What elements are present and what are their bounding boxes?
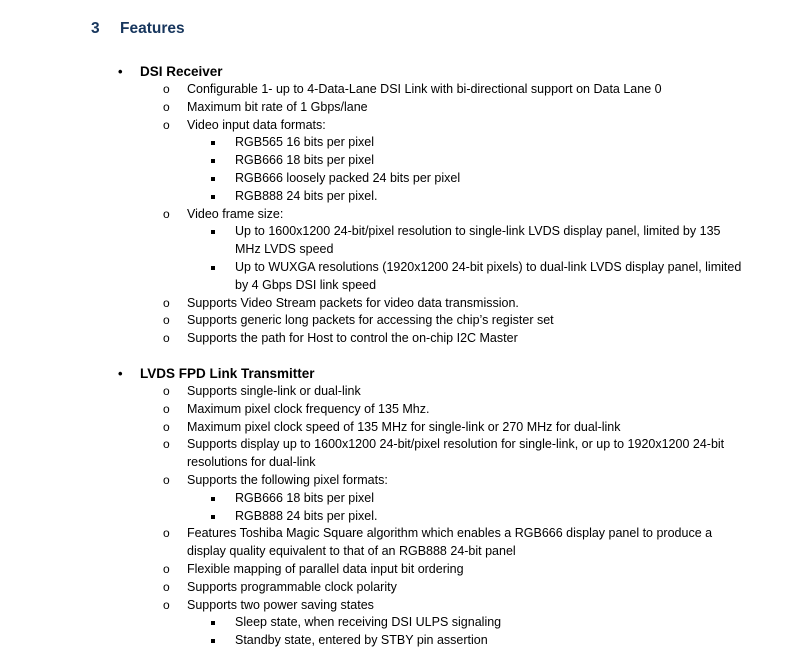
list-item [0,419,803,437]
bullet-icon: • [118,366,123,381]
circle-bullet-icon: o [163,561,170,576]
list-item [0,206,803,224]
sub-list-item [0,152,803,170]
sub-list-item [0,188,803,206]
sub-list-item-text: Up to WUXGA resolutions (1920x1200 24-bit pixels) to dual-link LVDS display panel, limited by 4 Gbps DSI link speed [235,259,742,292]
sub-list-item-text: RGB666 loosely packed 24 bits per pixel [235,170,461,185]
circle-bullet-icon: o [163,206,170,221]
section-heading [91,20,185,38]
list-item [0,472,803,490]
list-item [0,436,803,472]
feature-group-title: DSI Receiver [140,64,223,79]
list-item-text: Supports single-link or dual-link [187,384,361,398]
circle-bullet-icon: o [163,597,170,612]
circle-bullet-icon: o [163,401,170,416]
sub-list-item-text: RGB565 16 bits per pixel [235,135,374,150]
sub-list-item [0,614,803,632]
list-item [0,525,803,561]
list-item-text: Supports the path for Host to control the on-chip I2C Master [187,331,518,346]
list-item [0,561,803,579]
list-item-text: Maximum pixel clock frequency of 135 Mhz. [187,401,430,416]
circle-bullet-icon: o [163,331,170,346]
list-item-text: Supports two power saving states [187,597,374,612]
list-item-text: Flexible mapping of parallel data input bit ordering [187,561,464,576]
circle-bullet-icon: o [163,526,170,541]
list-item [0,295,803,313]
square-bullet-icon [211,195,215,199]
sub-list-item [0,170,803,188]
circle-bullet-icon: o [163,579,170,594]
list-item [0,579,803,597]
section-item-title [0,365,803,383]
circle-bullet-icon: o [163,313,170,328]
sub-list-item-text: Standby state, entered by STBY pin assertion [235,633,488,648]
sub-list-item [0,490,803,508]
section-item-title [0,63,803,81]
sub-list-item-text: RGB666 18 bits per pixel [235,490,374,505]
bullet-icon: • [118,64,123,79]
section-title: Features [120,20,185,37]
circle-bullet-icon: o [163,99,170,114]
sub-list-item [0,632,803,650]
square-bullet-icon [211,639,215,643]
circle-bullet-icon: o [163,384,170,398]
list-item-text: Configurable 1- up to 4-Data-Lane DSI Link with bi-directional support on Data Lane 0 [187,82,662,96]
list-item-text: Video input data formats: [187,117,326,132]
list-item [0,597,803,615]
square-bullet-icon [211,621,215,625]
list-item [0,81,803,99]
square-bullet-icon [211,515,215,519]
square-bullet-icon [211,159,215,163]
list-item [0,99,803,117]
feature-group-title: LVDS FPD Link Transmitter [140,366,315,381]
sub-list-item [0,508,803,526]
list-item [0,117,803,135]
sub-list-item [0,134,803,152]
list-item-text: Features Toshiba Magic Square algorithm which enables a RGB666 display panel to produce a display quality equivalent to that of an RGB888 24-bit panel [187,526,713,559]
sub-list-item-text: RGB888 24 bits per pixel. [235,508,378,523]
list-item-text: Maximum bit rate of 1 Gbps/lane [187,99,368,114]
square-bullet-icon [211,177,215,181]
list-item [0,401,803,419]
lvds-transmitter-section [0,365,803,650]
list-item-text: Supports Video Stream packets for video data transmission. [187,295,519,310]
sub-list-item-text: RGB888 24 bits per pixel. [235,188,378,203]
circle-bullet-icon: o [163,117,170,132]
circle-bullet-icon: o [163,472,170,487]
section-number: 3 [91,20,100,37]
circle-bullet-icon: o [163,437,170,452]
circle-bullet-icon: o [163,82,170,96]
list-item-text: Maximum pixel clock speed of 135 MHz for single-link or 270 MHz for dual-link [187,419,621,434]
square-bullet-icon [211,141,215,145]
list-item-text: Video frame size: [187,206,284,221]
list-item [0,330,803,348]
square-bullet-icon [211,497,215,501]
square-bullet-icon [211,230,215,234]
list-item [0,383,803,401]
sub-list-item [0,259,803,295]
list-item-text: Supports generic long packets for accessing the chip’s register set [187,313,554,328]
circle-bullet-icon: o [163,419,170,434]
circle-bullet-icon: o [163,295,170,310]
sub-list-item-text: Sleep state, when receiving DSI ULPS signaling [235,615,502,630]
dsi-receiver-section [0,63,803,348]
square-bullet-icon [211,266,215,270]
sub-list-item-text: Up to 1600x1200 24-bit/pixel resolution to single-link LVDS display panel, limited by 135 MHz LVDS speed [235,224,721,257]
list-item [0,312,803,330]
sub-list-item [0,223,803,259]
sub-list-item-text: RGB666 18 bits per pixel [235,153,374,168]
list-item-text: Supports the following pixel formats: [187,472,388,487]
list-item-text: Supports programmable clock polarity [187,579,397,594]
list-item-text: Supports display up to 1600x1200 24-bit/pixel resolution for single-link, or up to 1920x1200 24-bit resolutions for dual-link [187,437,725,470]
